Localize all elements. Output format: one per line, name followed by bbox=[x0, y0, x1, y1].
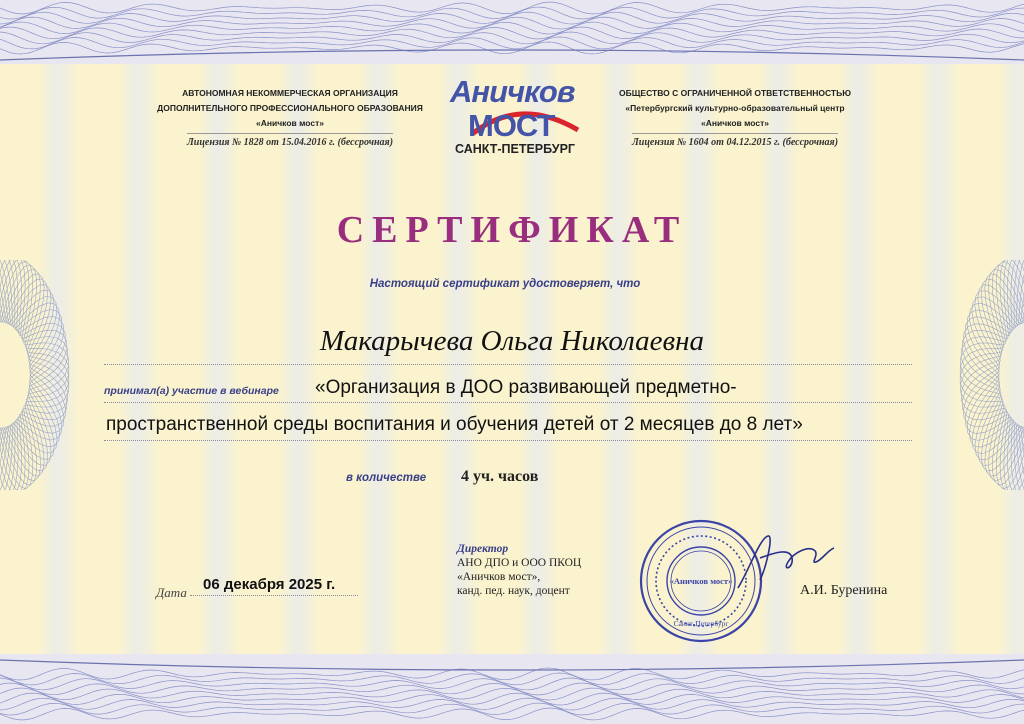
certificate-title: СЕРТИФИКАТ bbox=[336, 209, 688, 251]
director-line3: канд. пед. наук, доцент bbox=[457, 585, 570, 597]
logo-city: САНКТ-ПЕТЕРБУРГ bbox=[454, 142, 575, 156]
org-right-line1: ОБЩЕСТВО С ОГРАНИЧЕННОЙ ОТВЕТСТВЕННОСТЬЮ bbox=[619, 88, 851, 98]
org-left-license: Лицензия № 1828 от 15.04.2016 г. (бессрочная) bbox=[187, 133, 393, 150]
stamp-city-text: Санкт-Петербург bbox=[673, 619, 729, 628]
org-left-line2: ДОПОЛНИТЕЛЬНОГО ПРОФЕССИОНАЛЬНОГО ОБРАЗОВАНИЯ bbox=[157, 103, 423, 113]
stamp-center-text: «Аничков мост» bbox=[669, 576, 733, 586]
course-underline-1 bbox=[104, 402, 912, 403]
director-line1: АНО ДПО и ООО ПКОЦ bbox=[457, 557, 582, 569]
anichkov-most-logo bbox=[440, 74, 590, 166]
org-left-line3: «Аничков мост» bbox=[256, 118, 324, 128]
amount-label: в количестве bbox=[346, 472, 427, 484]
participated-label: принимал(а) участие в вебинаре bbox=[104, 385, 279, 397]
certificate-subtitle: Настоящий сертификат удостоверяет, что bbox=[369, 278, 641, 290]
left-rosette-ornament bbox=[0, 260, 95, 490]
date-value: 06 декабря 2025 г. bbox=[203, 576, 336, 593]
course-underline-2 bbox=[104, 440, 912, 441]
course-title-line1: «Организация в ДОО развивающей предметно- bbox=[315, 377, 737, 398]
recipient-name: Макарычева Ольга Николаевна bbox=[320, 325, 704, 357]
course-title-line2: пространственной среды воспитания и обучения детей от 2 месяцев до 8 лет» bbox=[106, 414, 803, 435]
date-label: Дата bbox=[156, 585, 187, 600]
org-left-line1: АВТОНОМНАЯ НЕКОММЕРЧЕСКАЯ ОРГАНИЗАЦИЯ bbox=[182, 88, 398, 98]
director-block bbox=[457, 542, 581, 598]
org-left-block bbox=[145, 86, 435, 150]
top-guilloche-border bbox=[0, 0, 1024, 64]
director-title: Директор bbox=[457, 543, 509, 555]
signer-name: А.И. Буренина bbox=[800, 583, 888, 598]
director-line2: «Аничков мост», bbox=[457, 571, 541, 583]
right-rosette-ornament bbox=[934, 260, 1024, 490]
bottom-guilloche-border bbox=[0, 654, 1024, 724]
logo-word-anichkov: Аничков bbox=[450, 74, 575, 109]
amount-value: 4 уч. часов bbox=[461, 468, 539, 485]
recipient-underline bbox=[104, 364, 912, 365]
date-underline bbox=[190, 595, 358, 596]
org-right-license: Лицензия № 1604 от 04.12.2015 г. (бессрочная) bbox=[632, 133, 838, 150]
logo-word-most: МОСТ bbox=[468, 108, 555, 143]
org-right-line3: «Аничков мост» bbox=[701, 118, 769, 128]
org-right-line2: «Петербургский культурно-образовательный центр bbox=[625, 103, 845, 113]
org-right-block bbox=[590, 86, 880, 150]
